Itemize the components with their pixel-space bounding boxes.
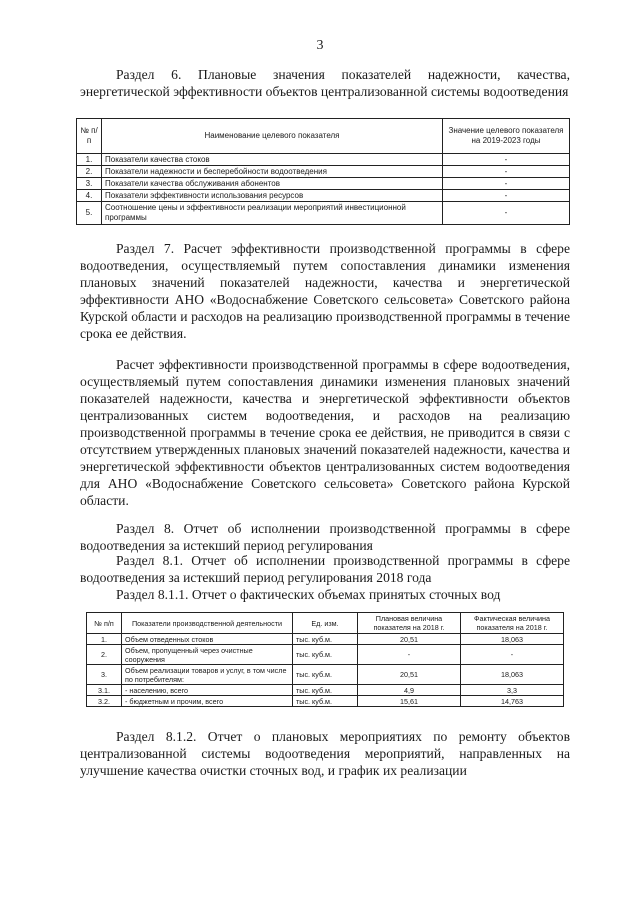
row-value: - <box>443 202 570 225</box>
row-indicator: Объем отведенных стоков <box>122 634 293 645</box>
row-value: - <box>443 154 570 166</box>
row-unit: тыс. куб.м. <box>293 634 358 645</box>
table-row <box>87 685 564 696</box>
row-indicator: Объем реализации товаров и услуг, в том числе по потребителям: <box>122 665 293 685</box>
row-value: - <box>443 166 570 178</box>
row-indicator: Объем, пропущенный через очистные сооружения <box>122 645 293 665</box>
row-number: 3. <box>77 178 102 190</box>
row-indicator: Соотношение цены и эффективности реализации мероприятий инвестиционной программы <box>102 202 443 225</box>
row-indicator: Показатели надежности и бесперебойности водоотведения <box>102 166 443 178</box>
table-header-row <box>77 119 570 154</box>
table-row <box>77 178 570 190</box>
wastewater-volumes-table <box>86 612 564 707</box>
column-header-number: № п/п <box>77 119 102 154</box>
row-fact-value: 3,3 <box>461 685 564 696</box>
row-plan-value: 20,51 <box>358 634 461 645</box>
row-number: 3.2. <box>87 696 122 707</box>
row-fact-value: 18,063 <box>461 665 564 685</box>
row-number: 4. <box>77 190 102 202</box>
column-header-indicator: Показатели производственной деятельности <box>122 613 293 634</box>
section-7-paragraph: Раздел 7. Расчет эффективности производственной программы в сфере водоотведения, осуществляемый путем сопоставления динамики изменения плановых значений показателей надежности, качества и энергетической эффективности АНО «Водоснабжение Советского сельсовета» Советского района Курской области и расходов на реализацию производственной программы в течение срока ее действия. <box>80 241 570 341</box>
column-header-indicator: Наименование целевого показателя <box>102 119 443 154</box>
table-header-row <box>87 613 564 634</box>
section-8-1-1-heading: Раздел 8.1.1. Отчет о фактических объемах принятых сточных вод <box>116 587 501 602</box>
row-fact-value: 14,763 <box>461 696 564 707</box>
section-6-heading: Раздел 6. Плановые значения показателей надежности, качества, энергетической эффективности объектов централизованной системы водоотведения <box>80 67 570 99</box>
table-row <box>77 154 570 166</box>
row-unit: тыс. куб.м. <box>293 696 358 707</box>
row-plan-value: - <box>358 645 461 665</box>
table-row <box>87 696 564 707</box>
table-row <box>87 665 564 685</box>
section-8-1-2-heading: Раздел 8.1.2. Отчет о плановых мероприятиях по ремонту объектов централизованной системы водоотведения мероприятий, направленных на улучшение качества очистки сточных вод, и график их реализации <box>80 729 570 778</box>
row-number: 3.1. <box>87 685 122 696</box>
row-number: 5. <box>77 202 102 225</box>
column-header-plan: Плановая величина показателя на 2018 г. <box>358 613 461 634</box>
row-number: 1. <box>77 154 102 166</box>
row-fact-value: 18,063 <box>461 634 564 645</box>
row-plan-value: 4,9 <box>358 685 461 696</box>
table-row <box>77 166 570 178</box>
section-8-1-heading: Раздел 8.1. Отчет об исполнении производственной программы в сфере водоотведения за истекший период регулирования 2018 года <box>80 553 570 585</box>
section-7-calculation-paragraph: Расчет эффективности производственной программы в сфере водоотведения, осуществляемый путем сопоставления динамики изменения плановых значений показателей надежности, качества и энергетической эффективности объектов централизованных систем водоотведения, и расходов на реализацию производственной программы в течение срока ее действия, не приводится в связи с отсутствием утвержденных плановых значений показателей надежности, качества и энергетической эффективности объектов централизованных систем водоотведения для АНО «Водоснабжение Советского сельсовета» Советского района Курской области. <box>80 357 570 508</box>
row-plan-value: 20,51 <box>358 665 461 685</box>
row-number: 3. <box>87 665 122 685</box>
row-value: - <box>443 178 570 190</box>
row-number: 2. <box>87 645 122 665</box>
row-indicator: Показатели качества стоков <box>102 154 443 166</box>
table-row <box>77 190 570 202</box>
table-row <box>77 202 570 225</box>
table-row <box>87 645 564 665</box>
row-fact-value: - <box>461 645 564 665</box>
row-unit: тыс. куб.м. <box>293 685 358 696</box>
row-indicator: Показатели качества обслуживания абонентов <box>102 178 443 190</box>
row-plan-value: 15,61 <box>358 696 461 707</box>
row-unit: тыс. куб.м. <box>293 645 358 665</box>
column-header-number: № п/п <box>87 613 122 634</box>
target-indicators-table <box>76 118 570 225</box>
row-value: - <box>443 190 570 202</box>
row-indicator: - населению, всего <box>122 685 293 696</box>
row-unit: тыс. куб.м. <box>293 665 358 685</box>
table-row <box>87 634 564 645</box>
page-number: 3 <box>316 38 324 53</box>
column-header-value: Значение целевого показателя на 2019-2023 годы <box>443 119 570 154</box>
column-header-unit: Ед. изм. <box>293 613 358 634</box>
row-indicator: - бюджетным и прочим, всего <box>122 696 293 707</box>
row-number: 2. <box>77 166 102 178</box>
section-8-heading: Раздел 8. Отчет об исполнении производственной программы в сфере водоотведения за истекший период регулирования <box>80 521 570 553</box>
row-number: 1. <box>87 634 122 645</box>
column-header-fact: Фактическая величина показателя на 2018 г. <box>461 613 564 634</box>
row-indicator: Показатели эффективности использования ресурсов <box>102 190 443 202</box>
